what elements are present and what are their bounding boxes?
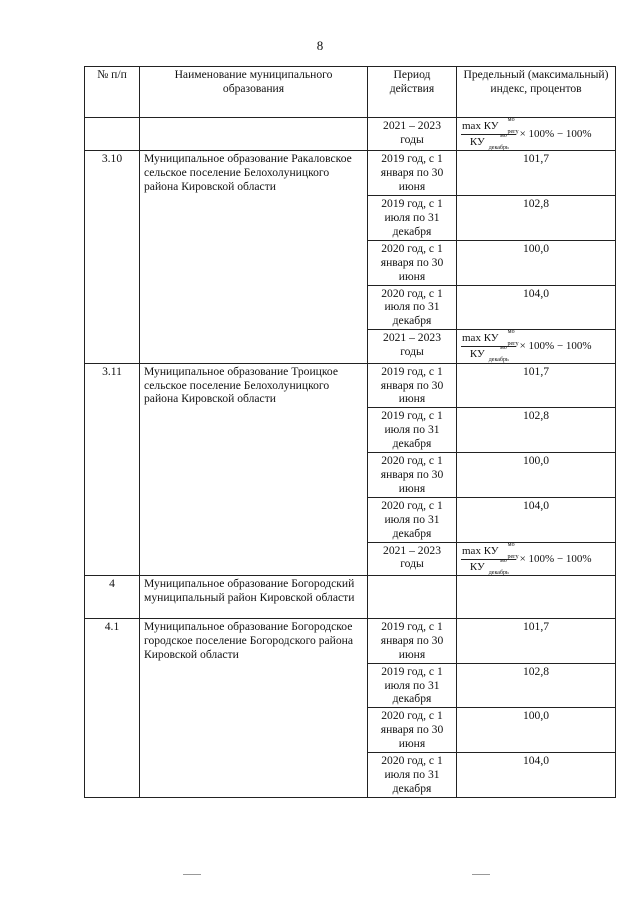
- row-number: 4: [85, 575, 140, 618]
- row-period: 2020 год, с 1 июля по 31 декабря: [368, 753, 457, 798]
- header-period: Период действия: [368, 67, 457, 118]
- formula-subscript: регу: [507, 129, 519, 135]
- formula-max-ku: max КУ: [462, 332, 499, 345]
- formula-fraction: [461, 117, 519, 152]
- row-period: 2019 год, с 1 июля по 31 декабря: [368, 196, 457, 241]
- table-header-row: [85, 67, 616, 118]
- tariff-index-table: [84, 66, 616, 798]
- formula-max-ku: max КУ: [462, 544, 499, 557]
- row-value: 101,7: [457, 363, 616, 408]
- row-value: 101,7: [457, 151, 616, 196]
- row-value: 100,0: [457, 708, 616, 753]
- row-value: 104,0: [457, 497, 616, 542]
- formula-fraction: [461, 541, 519, 576]
- header-name: Наименование муниципального образования: [140, 67, 368, 118]
- formula-superscript: мо: [507, 117, 515, 123]
- row-period: 2019 год, с 1 января по 30 июня: [368, 151, 457, 196]
- formula-tail: × 100% − 100%: [519, 340, 592, 353]
- scan-mark: [183, 874, 201, 875]
- row-value: 102,8: [457, 663, 616, 708]
- formula-ku: КУ: [469, 348, 485, 361]
- formula-subscript: декабрь: [488, 145, 509, 152]
- formula: [461, 329, 592, 364]
- row-value: 100,0: [457, 240, 616, 285]
- row-period: 2020 год, с 1 января по 30 июня: [368, 708, 457, 753]
- row-name: Муниципальное образование Ракаловское сельское поселение Белохолуницкого района Кировской области: [140, 151, 368, 363]
- row-number: [85, 118, 140, 151]
- row-period: 2019 год, с 1 января по 30 июня: [368, 363, 457, 408]
- row-name: Муниципальное образование Троицкое сельское поселение Белохолуницкого района Кировской области: [140, 363, 368, 575]
- row-name: [140, 118, 368, 151]
- formula-max-ku: max КУ: [462, 120, 499, 132]
- formula-subscript: регу: [507, 553, 519, 560]
- row-value: 100,0: [457, 453, 616, 498]
- formula-subscript: декабрь: [488, 569, 509, 576]
- formula-ku: КУ: [469, 136, 485, 149]
- row-period: 2021 – 2023 годы: [368, 542, 457, 575]
- header-index: Предельный (максимальный) индекс, процентов: [457, 67, 616, 118]
- row-period: 2020 год, с 1 июля по 31 декабря: [368, 285, 457, 330]
- scan-mark: [472, 874, 490, 875]
- formula: [461, 541, 592, 576]
- table-row: [85, 618, 616, 663]
- table-row: [85, 363, 616, 408]
- row-period: 2020 год, с 1 января по 30 июня: [368, 240, 457, 285]
- formula-denominator: [469, 557, 509, 576]
- index-formula: [457, 118, 616, 151]
- formula-denominator: [469, 345, 509, 364]
- index-formula: [457, 330, 616, 363]
- row-name: Муниципальное образование Богородское городское поселение Богородского района Кировской области: [140, 618, 368, 797]
- page-number: 8: [316, 38, 324, 53]
- formula-numerator: [461, 117, 519, 135]
- row-period: 2019 год, с 1 июля по 31 декабря: [368, 663, 457, 708]
- formula-numerator: [461, 541, 519, 560]
- row-period: 2019 год, с 1 января по 30 июня: [368, 618, 457, 663]
- formula-denominator: [469, 133, 509, 152]
- formula-superscript: мо: [507, 329, 515, 336]
- row-number: 3.10: [85, 151, 140, 363]
- row-period: 2021 – 2023 годы: [368, 118, 457, 151]
- formula-subscript: декабрь: [488, 357, 509, 364]
- row-number: 4.1: [85, 618, 140, 797]
- formula-tail: × 100% − 100%: [519, 552, 592, 565]
- formula-superscript: мо: [499, 345, 507, 352]
- formula-subscript: регу: [507, 341, 519, 348]
- formula-fraction: [461, 329, 519, 364]
- row-name: Муниципальное образование Богородский муниципальный район Кировской области: [140, 575, 368, 618]
- row-period: 2020 год, с 1 января по 30 июня: [368, 453, 457, 498]
- row-period: 2019 год, с 1 июля по 31 декабря: [368, 408, 457, 453]
- row-period: [368, 575, 457, 618]
- table-row: [85, 575, 616, 618]
- formula-tail: × 100% − 100%: [519, 128, 592, 141]
- row-value: 102,8: [457, 408, 616, 453]
- row-value: 104,0: [457, 285, 616, 330]
- row-period: 2021 – 2023 годы: [368, 330, 457, 363]
- formula-numerator: [461, 329, 519, 348]
- header-number: № п/п: [85, 67, 140, 118]
- formula: [461, 117, 592, 152]
- row-value: 102,8: [457, 196, 616, 241]
- table-row: [85, 118, 616, 151]
- formula-superscript: мо: [499, 557, 507, 564]
- table-row: [85, 151, 616, 196]
- formula-ku: КУ: [469, 560, 485, 573]
- formula-superscript: мо: [507, 541, 515, 548]
- row-value: 104,0: [457, 753, 616, 798]
- row-value: [457, 575, 616, 618]
- row-period: 2020 год, с 1 июля по 31 декабря: [368, 497, 457, 542]
- index-formula: [457, 542, 616, 575]
- row-value: 101,7: [457, 618, 616, 663]
- formula-superscript: мо: [499, 133, 507, 140]
- row-number: 3.11: [85, 363, 140, 575]
